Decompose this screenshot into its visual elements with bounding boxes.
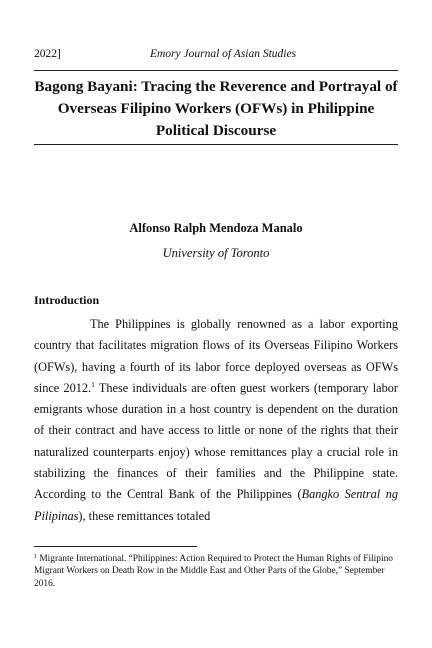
author-affiliation: University of Toronto xyxy=(162,246,270,260)
footnote-separator xyxy=(34,546,197,547)
paragraph-text-2: These individuals are often guest workers (temporary labor emigrants whose duration in a host country is dependent on the duration of their contract and have access to little or none of the rights that their naturalized counterparts enjoy) whose remittances play a crucial role in stabilizing the finances of their families and the Philippine state. According to the Central Bank of the Philippines ( xyxy=(34,380,398,502)
section-heading: Introduction xyxy=(34,293,100,307)
footnote-text: Migrante International. “Philippines: Action Required to Protect the Human Rights of Filipino Migrant Workers on Death Row in the Middle East and Other Parts of the Globe,” September 2016. xyxy=(34,554,393,589)
article-title: Bagong Bayani: Tracing the Reverence and Portrayal of Overseas Filipino Workers (OFWs) in Philippine Political Discourse xyxy=(34,78,398,139)
author-name: Alfonso Ralph Mendoza Manalo xyxy=(129,221,303,235)
body-paragraph xyxy=(34,314,398,527)
journal-name: Emory Journal of Asian Studies xyxy=(150,48,297,60)
footnote-number: 1 xyxy=(34,554,37,560)
italic-term: Bangko Sentral ng Pilipinas xyxy=(34,487,398,523)
title-bottom-rule xyxy=(34,144,398,145)
running-head xyxy=(34,48,398,64)
paragraph-text-1: The Philippines is globally renowned as a labor exporting country that facilitates migration flows of its Overseas Filipino Workers (OFWs), having a fourth of its labor force deployed overseas as OFWs since 2012. xyxy=(34,317,398,395)
page-label: 2022] xyxy=(34,48,61,60)
title-top-rule xyxy=(34,70,398,71)
footnote-reference[interactable]: 1 xyxy=(91,379,95,389)
paragraph-text-3: ), these remittances totaled xyxy=(78,508,211,523)
footnote xyxy=(34,553,398,590)
